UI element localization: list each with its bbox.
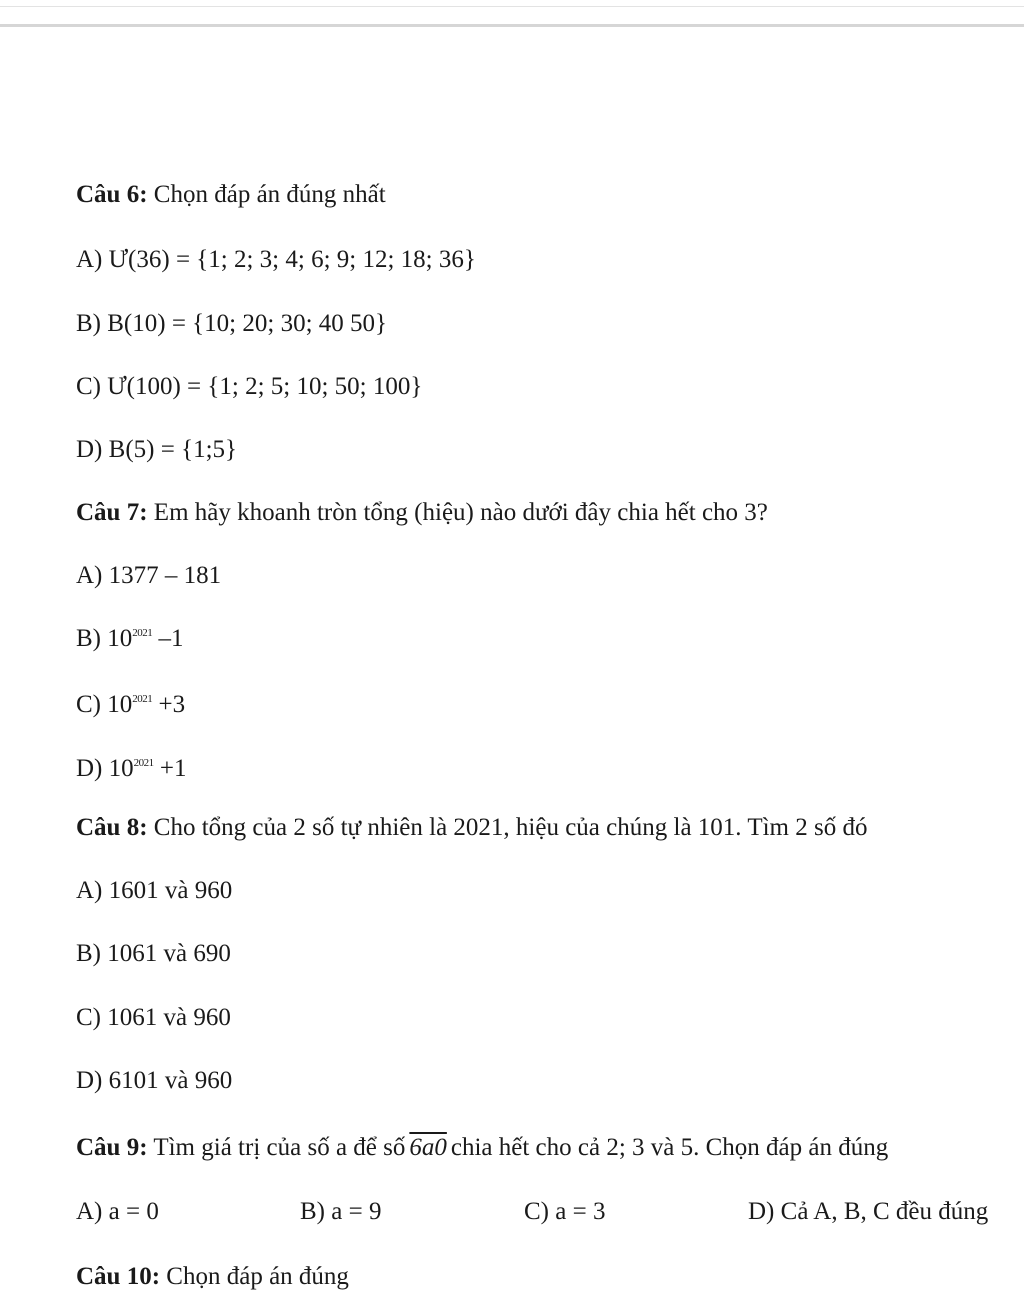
- question-7: [76, 498, 768, 528]
- question-6-text: Chọn đáp án đúng nhất: [147, 181, 386, 208]
- option-letter: B): [300, 1198, 325, 1225]
- option-letter: C): [76, 691, 101, 718]
- question-8-label: Câu 8:: [76, 814, 148, 841]
- option-letter: D): [76, 1067, 103, 1094]
- option-letter: A): [76, 877, 103, 904]
- option-letter: A): [76, 246, 103, 273]
- option-text: B(10) = {10; 20; 30; 40 50}: [101, 310, 388, 337]
- option-letter: A): [76, 1198, 103, 1225]
- q8-option-d[interactable]: [76, 1066, 232, 1096]
- option-text: 1377 – 181: [102, 562, 222, 589]
- q7-option-a[interactable]: [76, 561, 221, 591]
- option-text: Ư(100) = {1; 2; 5; 10; 50; 100}: [101, 373, 423, 400]
- q9-option-d[interactable]: [748, 1197, 988, 1227]
- option-text: 1601 và 960: [102, 877, 233, 904]
- option-letter: B): [76, 625, 101, 652]
- question-9: [76, 1133, 888, 1163]
- option-text: B(5) = {1;5}: [102, 436, 238, 463]
- option-text: 1061 và 690: [101, 940, 231, 967]
- option-letter: D): [748, 1198, 775, 1225]
- question-8: [76, 813, 867, 843]
- option-letter: B): [76, 940, 101, 967]
- q9-option-b[interactable]: [300, 1197, 381, 1227]
- q6-option-d[interactable]: [76, 435, 237, 465]
- q9-option-c[interactable]: [524, 1197, 605, 1227]
- question-9-text-before: Tìm giá trị của số a để số: [147, 1134, 406, 1161]
- top-divider-thick: [0, 24, 1024, 27]
- top-divider: [0, 6, 1024, 7]
- option-text: a = 0: [102, 1198, 159, 1225]
- question-9-number: 6a0: [409, 1134, 447, 1161]
- option-tail: +1: [153, 755, 187, 782]
- option-letter: D): [76, 755, 103, 782]
- option-base: 10: [101, 625, 133, 652]
- option-exponent: 2021: [133, 757, 154, 769]
- question-9-label: Câu 9:: [76, 1134, 148, 1161]
- question-7-text: Em hãy khoanh tròn tổng (hiệu) nào dưới đây chia hết cho 3?: [147, 499, 768, 526]
- option-letter: B): [76, 310, 101, 337]
- option-letter: D): [76, 436, 103, 463]
- option-text: 6101 và 960: [102, 1067, 233, 1094]
- question-10-label: Câu 10:: [76, 1263, 161, 1290]
- q6-option-b[interactable]: [76, 309, 387, 339]
- option-tail: –1: [152, 625, 184, 652]
- question-9-text-after: chia hết cho cả 2; 3 và 5. Chọn đáp án đúng: [450, 1134, 889, 1161]
- option-text: a = 9: [325, 1198, 382, 1225]
- option-letter: A): [76, 562, 103, 589]
- q6-option-c[interactable]: [76, 372, 422, 402]
- option-base: 10: [102, 755, 134, 782]
- q8-option-c[interactable]: [76, 1003, 231, 1033]
- question-6-label: Câu 6:: [76, 181, 148, 208]
- q7-option-c[interactable]: [76, 690, 185, 720]
- q8-option-a[interactable]: [76, 876, 232, 906]
- option-base: 10: [101, 691, 133, 718]
- q7-option-d[interactable]: [76, 754, 187, 784]
- q9-option-a[interactable]: [76, 1197, 159, 1227]
- q6-option-a[interactable]: [76, 245, 476, 275]
- question-10-text: Chọn đáp án đúng: [160, 1263, 349, 1290]
- option-letter: C): [76, 1004, 101, 1031]
- question-6: [76, 180, 386, 210]
- option-exponent: 2021: [132, 693, 153, 705]
- option-text: Ư(36) = {1; 2; 3; 4; 6; 9; 12; 18; 36}: [102, 246, 476, 273]
- option-text: a = 3: [549, 1198, 606, 1225]
- option-exponent: 2021: [132, 627, 153, 639]
- q8-option-b[interactable]: [76, 939, 231, 969]
- question-7-label: Câu 7:: [76, 499, 148, 526]
- q7-option-b[interactable]: [76, 624, 184, 654]
- option-letter: C): [76, 373, 101, 400]
- option-text: Cả A, B, C đều đúng: [774, 1198, 989, 1225]
- question-10: [76, 1262, 349, 1292]
- option-letter: C): [524, 1198, 549, 1225]
- question-8-text: Cho tổng của 2 số tự nhiên là 2021, hiệu của chúng là 101. Tìm 2 số đó: [147, 814, 868, 841]
- option-tail: +3: [152, 691, 186, 718]
- option-text: 1061 và 960: [101, 1004, 231, 1031]
